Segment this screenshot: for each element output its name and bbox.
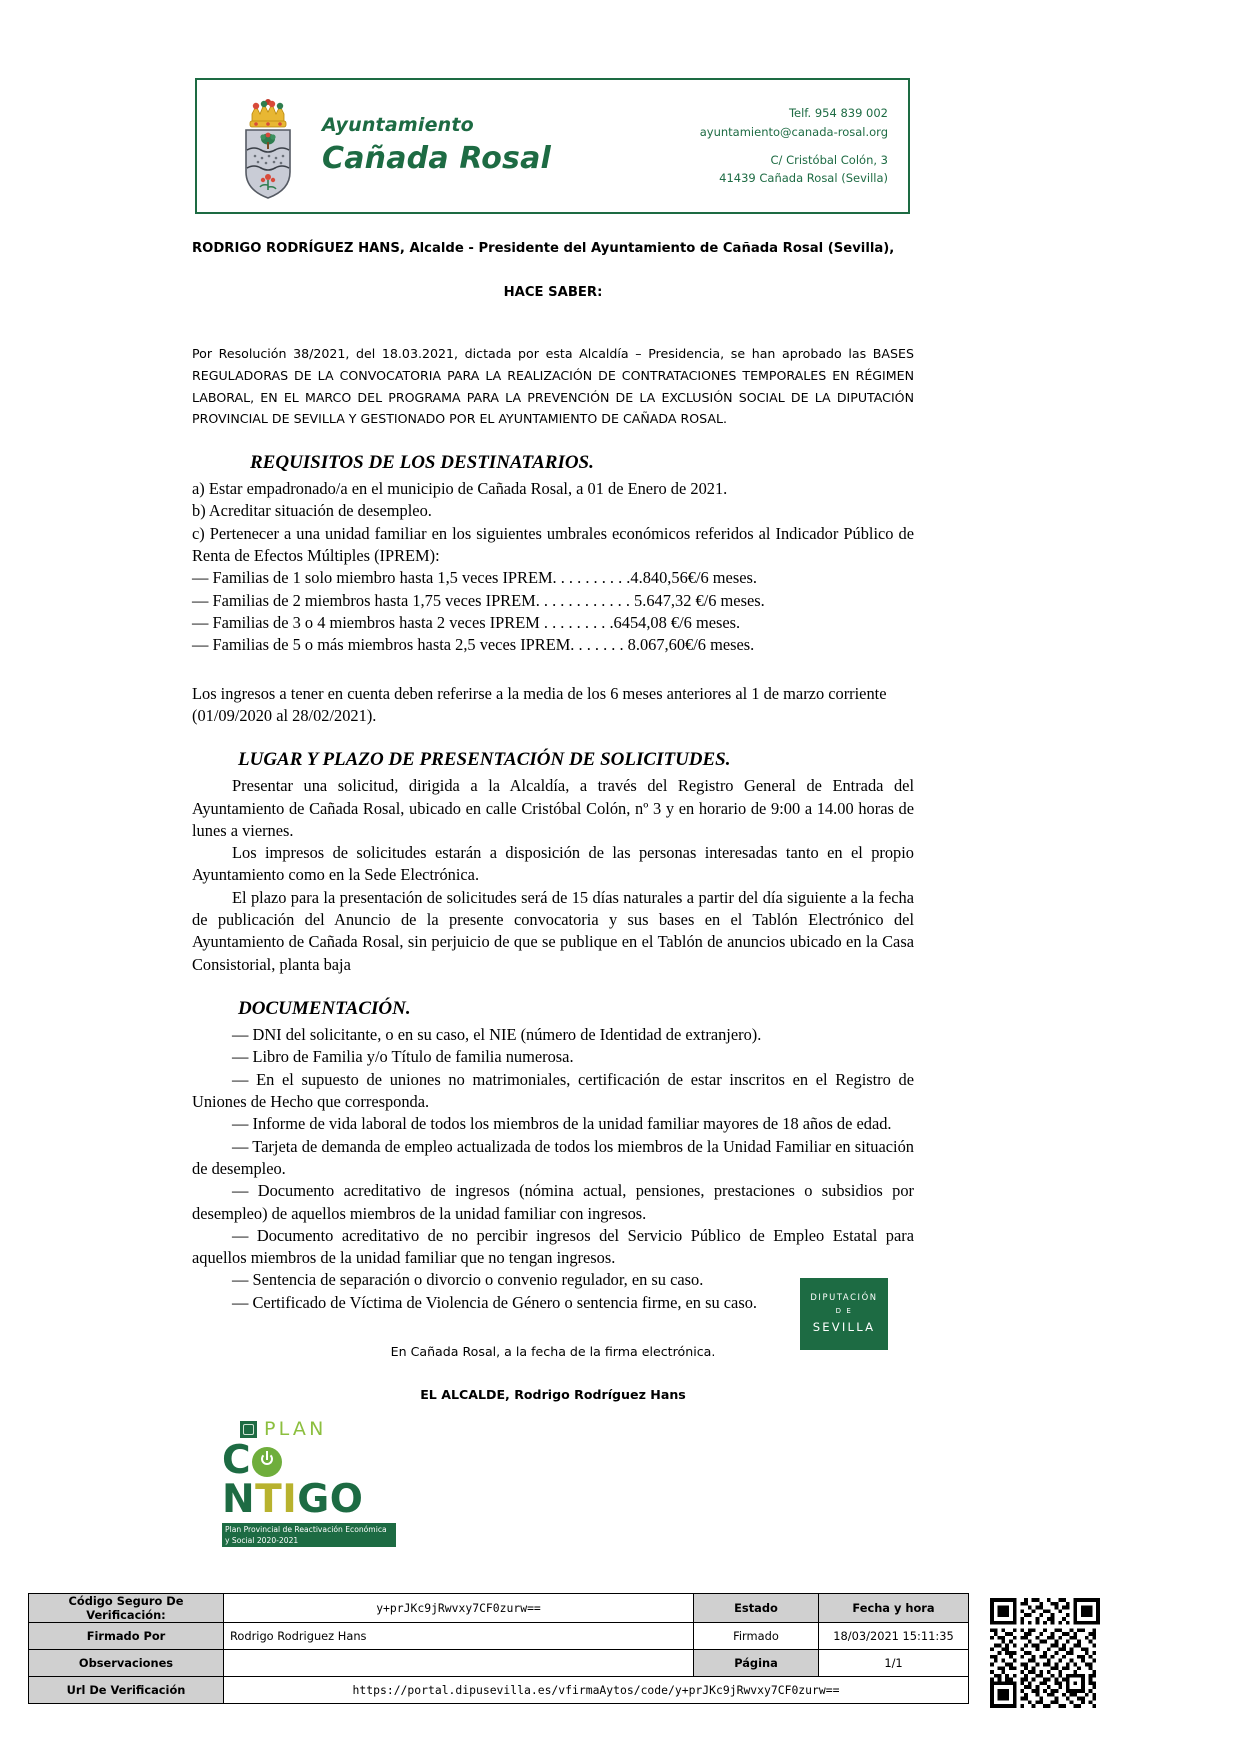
value-pagina: 1/1: [819, 1650, 969, 1677]
label-estado: Estado: [694, 1594, 819, 1623]
requisito-b: b) Acreditar situación de desempleo.: [192, 501, 432, 521]
documentacion-block: [192, 1024, 914, 1314]
label-pagina: Página: [694, 1650, 819, 1677]
label-fecha-hora: Fecha y hora: [819, 1594, 969, 1623]
value-firmado-por: Rodrigo Rodriguez Hans: [224, 1623, 694, 1650]
intro-paragraph: Por Resolución 38/2021, del 18.03.2021, dictada por esta Alcaldía – Presidencia, se han aprobado las BASES REGULADORAS DE LA CONVOCATORIA PARA LA REALIZACIÓN DE CONTRATACIONES TEMPORALES EN RÉGIMEN LABORAL, EN EL MARCO DEL PROGRAMA PARA LA PREVENCIÓN DE LA EXCLUSIÓN SOCIAL DE LA DIPUTACIÓN PROVINCIAL DE SEVILLA Y GESTIONADO POR EL AYUNTAMIENTO DE CAÑADA ROSAL.: [192, 346, 914, 427]
brand-municipality: Cañada Rosal: [322, 141, 552, 177]
documento-item-2: — Libro de Familia y/o Título de familia numerosa.: [232, 1047, 574, 1067]
brand-ayuntamiento: Ayuntamiento: [322, 114, 474, 137]
contigo-letter-g: G: [297, 1477, 330, 1522]
iprem-line-1: — Familias de 1 solo miembro hasta 1,5 veces IPREM. . . . . . . . . .4.840,56€/6 meses.: [192, 568, 757, 588]
documento-item-5: — Tarjeta de demanda de empleo actualizada de todos los miembros de la Unidad Familiar en situación de desempleo.: [192, 1136, 914, 1178]
requisito-c: c) Pertenecer a una unidad familiar en los siguientes umbrales económicos referidos al Indicador Público de Renta de Efectos Múltiples (IPREM):: [192, 523, 914, 566]
diputacion-line-3: SEVILLA: [812, 1320, 876, 1334]
verification-table: [28, 1593, 969, 1704]
value-csv: y+prJKc9jRwvxy7CF0zurw==: [224, 1594, 694, 1623]
table-row: [29, 1677, 969, 1704]
lugar-paragraph-3: El plazo para la presentación de solicitudes será de 15 días naturales a partir del día siguiente a la fecha de publicación del Anuncio de la presente convocatoria y sus bases en el Tablón Electrónico del Ayuntamiento de Cañada Rosal, sin perjuicio de que se publique en el Tablón de anuncios ubicado en la Casa Consistorial, planta baja: [192, 887, 914, 974]
documento-item-4: — Informe de vida laboral de todos los miembros de la unidad familiar mayores de 18 años de edad.: [232, 1114, 892, 1134]
contigo-letter-n: N: [222, 1477, 256, 1522]
closing-place-line: En Cañada Rosal, a la fecha de la firma electrónica.: [390, 1344, 716, 1360]
contact-details: [700, 104, 888, 188]
ingresos-note-line-2: (01/09/2020 al 28/02/2021).: [192, 705, 377, 725]
heading-requisitos: REQUISITOS DE LOS DESTINATARIOS.: [250, 452, 594, 474]
power-button-icon: [252, 1447, 282, 1477]
lugar-paragraph-1: Presentar una solicitud, dirigida a la Alcaldía, a través del Registro General de Entrada del Ayuntamiento de Cañada Rosal, ubicado en calle Cristóbal Colón, nº 3 y en horario de 9:00 a 14.00 horas de lunes a viernes.: [192, 776, 914, 840]
diputacion-line-1: DIPUTACIÓN: [810, 1292, 878, 1302]
contigo-badge-icon: [240, 1421, 257, 1438]
documento-item-9: — Certificado de Víctima de Violencia de Género o sentencia firme, en su caso.: [232, 1292, 757, 1312]
diputacion-sevilla-logo: [800, 1278, 888, 1350]
documento-item-1: — DNI del solicitante, o en su caso, el NIE (número de Identidad de extranjero).: [232, 1025, 762, 1045]
verification-table-wrapper: [28, 1593, 968, 1704]
contigo-plan-label: PLAN: [264, 1418, 327, 1440]
contact-city: 41439 Cañada Rosal (Sevilla): [719, 171, 888, 186]
documento-item-8: — Sentencia de separación o divorcio o convenio regulador, en su caso.: [232, 1270, 704, 1290]
brand-text-block: [322, 114, 551, 177]
value-observaciones: [224, 1650, 694, 1677]
requisitos-block: [192, 478, 914, 657]
contigo-tagline: Plan Provincial de Reactivación Económica y Social 2020-2021: [222, 1523, 396, 1547]
ingresos-note: [192, 683, 914, 728]
contigo-letter-c: C: [222, 1438, 252, 1483]
contigo-letters-ti: TI: [255, 1477, 298, 1522]
documento-item-3: — En el supuesto de uniones no matrimoniales, certificación de estar inscritos en el Registro de Uniones de Hecho que corresponda.: [192, 1069, 914, 1111]
heading-documentacion: DOCUMENTACIÓN.: [238, 998, 411, 1020]
requisito-a: a) Estar empadronado/a en el municipio de Cañada Rosal, a 01 de Enero de 2021.: [192, 479, 728, 499]
table-row: [29, 1623, 969, 1650]
ingresos-note-line-1: Los ingresos a tener en cuenta deben referirse a la media de los 6 meses anteriores al 1 de marzo corriente: [192, 683, 887, 703]
label-observaciones: Observaciones: [29, 1650, 224, 1677]
document-body: [192, 240, 914, 1402]
label-url-verificacion: Url De Verificación: [29, 1677, 224, 1704]
iprem-line-2: — Familias de 2 miembros hasta 1,75 veces IPREM. . . . . . . . . . . . 5.647,32 €/6 meses.: [192, 590, 765, 610]
mayor-title-line: RODRIGO RODRÍGUEZ HANS, Alcalde - Presidente del Ayuntamiento de Cañada Rosal (Sevilla),: [192, 241, 895, 256]
contigo-letter-o: O: [329, 1477, 364, 1522]
iprem-line-3: — Familias de 3 o 4 miembros hasta 2 veces IPREM . . . . . . . . .6454,08 €/6 meses.: [192, 612, 741, 632]
table-row: [29, 1594, 969, 1623]
municipal-crest-icon: [232, 92, 304, 205]
hace-saber-heading: HACE SABER:: [503, 285, 603, 301]
qr-code[interactable]: [990, 1598, 1100, 1708]
documento-item-7: — Documento acreditativo de no percibir ingresos del Servicio Público de Empleo Estatal para aquellos miembros de la unidad familiar que no tengan ingresos.: [192, 1225, 914, 1268]
heading-lugar-plazo: LUGAR Y PLAZO DE PRESENTACIÓN DE SOLICITUDES.: [238, 749, 731, 771]
label-firmado-por: Firmado Por: [29, 1623, 224, 1650]
signer-line: EL ALCALDE, Rodrigo Rodríguez Hans: [420, 1387, 686, 1403]
contact-street: C/ Cristóbal Colón, 3: [770, 152, 888, 167]
iprem-line-4: — Familias de 5 o más miembros hasta 2,5 veces IPREM. . . . . . . 8.067,60€/6 meses.: [192, 635, 755, 655]
contigo-wordmark: [222, 1438, 422, 1522]
lugar-paragraph-2: Los impresos de solicitudes estarán a disposición de las personas interesadas tanto en el propio Ayuntamiento como en la Sede Electrónica.: [192, 843, 914, 885]
documento-item-6: — Documento acreditativo de ingresos (nómina actual, pensiones, prestaciones o subsidios por desempleo) de aquellos miembros de la unidad familiar con ingresos.: [192, 1181, 914, 1223]
table-row: [29, 1650, 969, 1677]
contact-email: ayuntamiento@canada-rosal.org: [699, 124, 888, 139]
value-fecha-hora: 18/03/2021 15:11:35: [819, 1623, 969, 1650]
value-estado: Firmado: [694, 1623, 819, 1650]
lugar-plazo-block: [192, 775, 914, 976]
diputacion-line-2: D E: [835, 1307, 853, 1315]
plan-contigo-logo: [222, 1418, 422, 1548]
letterhead-header: [195, 78, 910, 214]
value-url-verificacion[interactable]: https://portal.dipusevilla.es/vfirmaAytos/code/y+prJKc9jRwvxy7CF0zurw==: [224, 1677, 969, 1704]
contact-phone: Telf. 954 839 002: [788, 106, 888, 121]
label-csv: Código Seguro De Verificación:: [29, 1594, 224, 1623]
